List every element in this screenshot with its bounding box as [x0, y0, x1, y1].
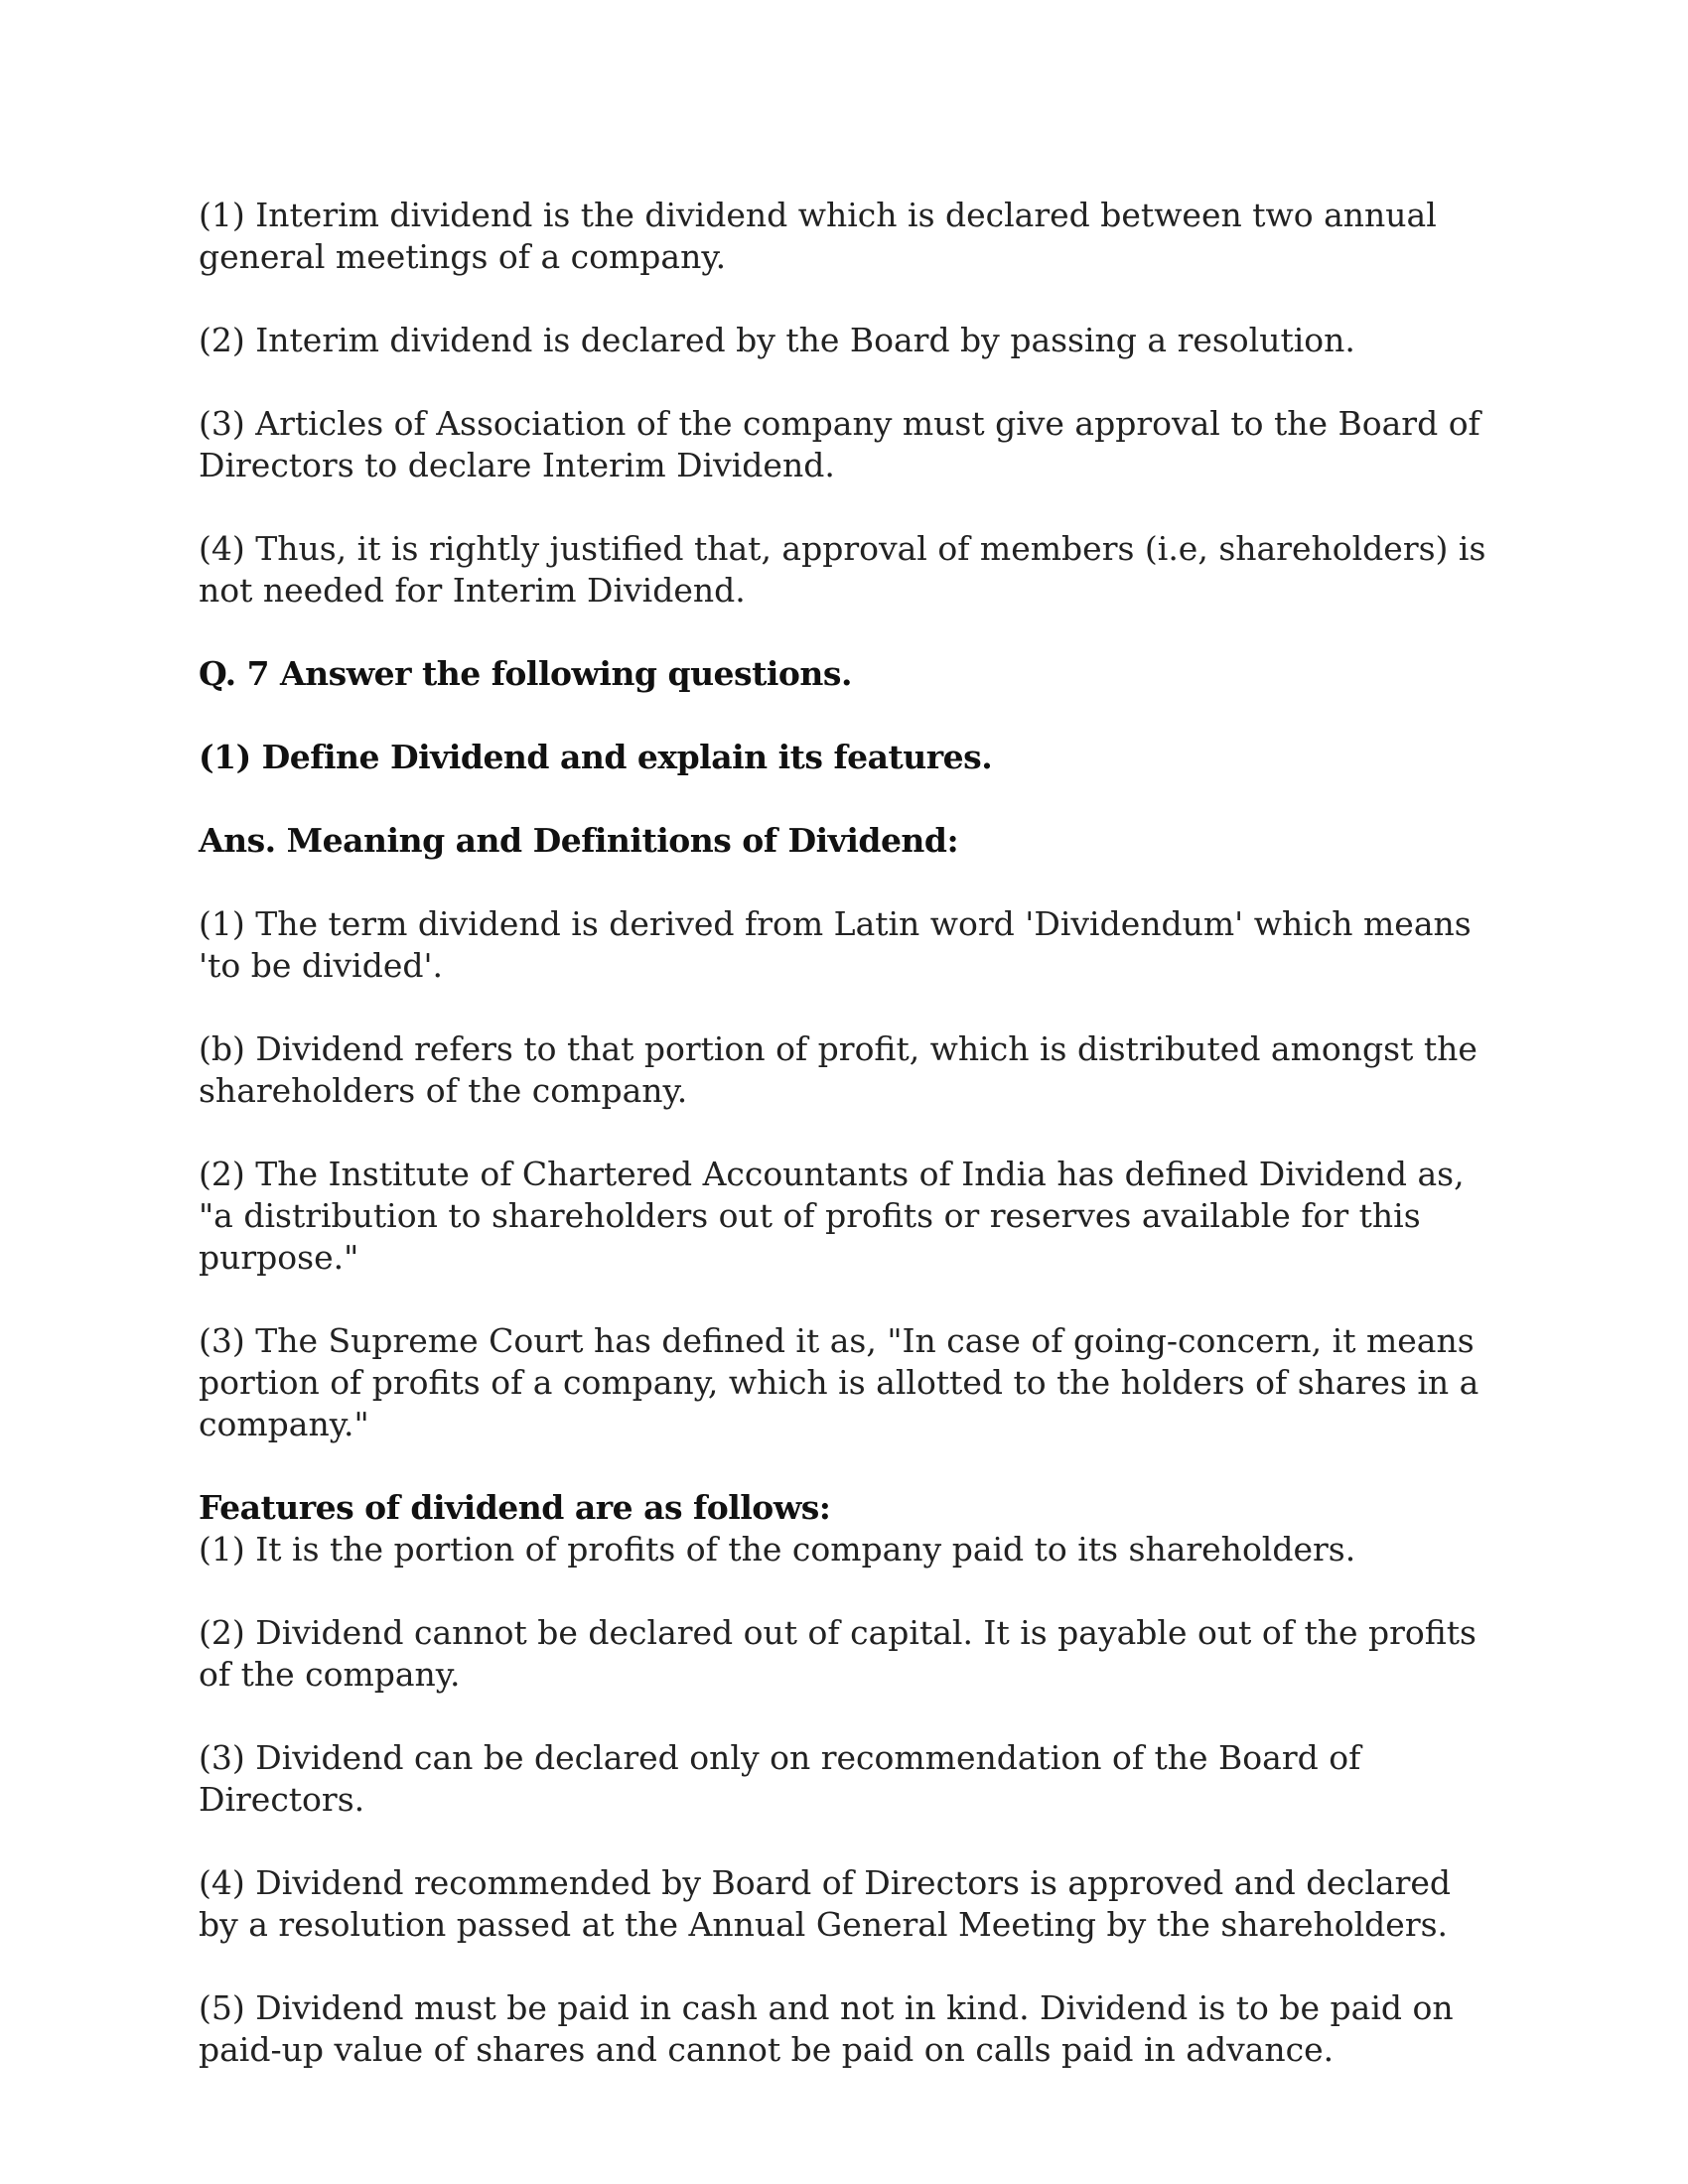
sub-question-heading: (1) Define Dividend and explain its features.	[199, 738, 993, 776]
feature-point-4: (4) Dividend recommended by Board of Directors is approved and declared by a resolution passed at the Annual General Meeting by the shareholders.	[199, 1863, 1452, 1944]
definition-point-b: (b) Dividend refers to that portion of profit, which is distributed amongst the shareholders of the company.	[199, 1029, 1477, 1110]
feature-point-3: (3) Dividend can be declared only on recommendation of the Board of Directors.	[199, 1738, 1361, 1819]
features-heading: Features of dividend are as follows:	[199, 1488, 831, 1527]
definition-point-3: (3) The Supreme Court has defined it as, "In case of going-concern, it means portion of profits of a company, which is allotted to the holders of shares in a company."	[199, 1321, 1479, 1443]
feature-point-2: (2) Dividend cannot be declared out of capital. It is payable out of the profits of the company.	[199, 1613, 1477, 1694]
definition-point-1: (1) The term dividend is derived from Latin word 'Dividendum' which means 'to be divided'.	[199, 904, 1472, 985]
definition-point-2: (2) The Institute of Chartered Accountants of India has defined Dividend as, "a distribution to shareholders out of profits or reserves available for this purpose."	[199, 1155, 1465, 1277]
feature-point-5: (5) Dividend must be paid in cash and not in kind. Dividend is to be paid on paid-up value of shares and cannot be paid on calls paid in advance.	[199, 1988, 1454, 2069]
intro-point-1: (1) Interim dividend is the dividend which is declared between two annual general meetings of a company.	[199, 196, 1437, 276]
intro-point-2: (2) Interim dividend is declared by the Board by passing a resolution.	[199, 321, 1355, 359]
intro-point-3: (3) Articles of Association of the company must give approval to the Board of Directors to declare Interim Dividend.	[199, 404, 1480, 484]
intro-point-4: (4) Thus, it is rightly justified that, approval of members (i.e, shareholders) is not needed for Interim Dividend.	[199, 529, 1486, 610]
answer-heading: Ans. Meaning and Definitions of Dividend:	[199, 821, 959, 860]
question-heading: Q. 7 Answer the following questions.	[199, 654, 852, 693]
document-page	[199, 195, 1489, 2113]
feature-point-1: (1) It is the portion of profits of the company paid to its shareholders.	[199, 1530, 1356, 1569]
